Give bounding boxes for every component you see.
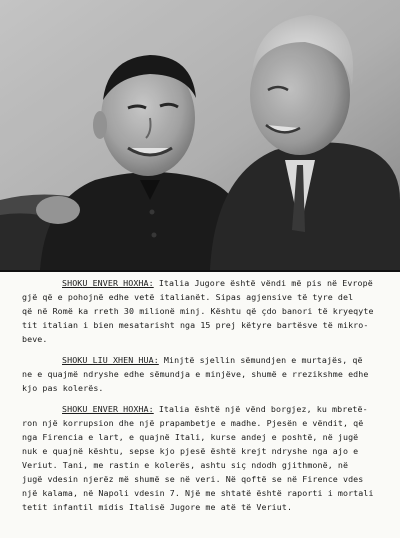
paragraph-3-line-3: nga Firencia e lart, e quajnë Itali, kurse andej e poshtë, në jugë	[22, 432, 359, 442]
paragraph-2-line-1: SHOKU LIU XHEN HUA: Minjtë sjellin sëmundjen e murtajës, që	[62, 355, 363, 365]
paragraph-1-line-1: SHOKU ENVER HOXHA: Italia Jugore është vëndi më pis në Evropë	[62, 278, 373, 288]
paragraph-3-line-4: nuk e quajnë kështu, sepse kjo pjesë është krejt ndryshe nga ajo e	[22, 446, 359, 456]
paragraph-1-line-4: tit italian i bien mesatarisht nga 15 prej këtyre bartësve të mikro-	[22, 320, 369, 330]
paragraph-2-line-2: ne e quajmë ndryshe edhe sëmundja e minjëve, shumë e rrezikshme edhe	[22, 369, 369, 379]
paragraph-1-line-5: beve.	[22, 334, 48, 344]
paragraph-2-line-3: kjo pas kolerës.	[22, 383, 104, 393]
paragraph-3-line-7: një kalama, në Napoli vdesin 7. Një me shtatë është raporti i mortali	[22, 488, 374, 498]
paragraph-3-line-6: jugë vdesin njerëz më shumë se në veri. Në qoftë se në Firence vdes	[22, 474, 364, 484]
paragraph-3-line-1: SHOKU ENVER HOXHA: Italia është një vënd borgjez, ku mbretë-	[62, 404, 368, 414]
document-page	[0, 272, 400, 538]
speaker-label: SHOKU ENVER HOXHA:	[62, 278, 154, 288]
paragraph-3-line-5: Veriut. Tani, me rastin e kolerës, ashtu siç ndodh gjithmonë, në	[22, 460, 349, 470]
paragraph-1-line-3: që në Romë ka rreth 30 milionë minj. Kështu që çdo banori të kryeqyte	[22, 306, 374, 316]
paragraph-1-line-2: gjë që e pohojnë edhe vetë italianët. Sipas agjensive të tyre del	[22, 292, 354, 302]
speaker-label: SHOKU ENVER HOXHA:	[62, 404, 154, 414]
paragraph-3-line-2: ron një korrupsion dhe një prapambetje e madhe. Pjesën e vëndit, që	[22, 418, 364, 428]
paragraph-3-line-8: tetit infantil midis Italisë Jugore me atë të Veriut.	[22, 502, 293, 512]
speaker-label: SHOKU LIU XHEN HUA:	[62, 355, 159, 365]
